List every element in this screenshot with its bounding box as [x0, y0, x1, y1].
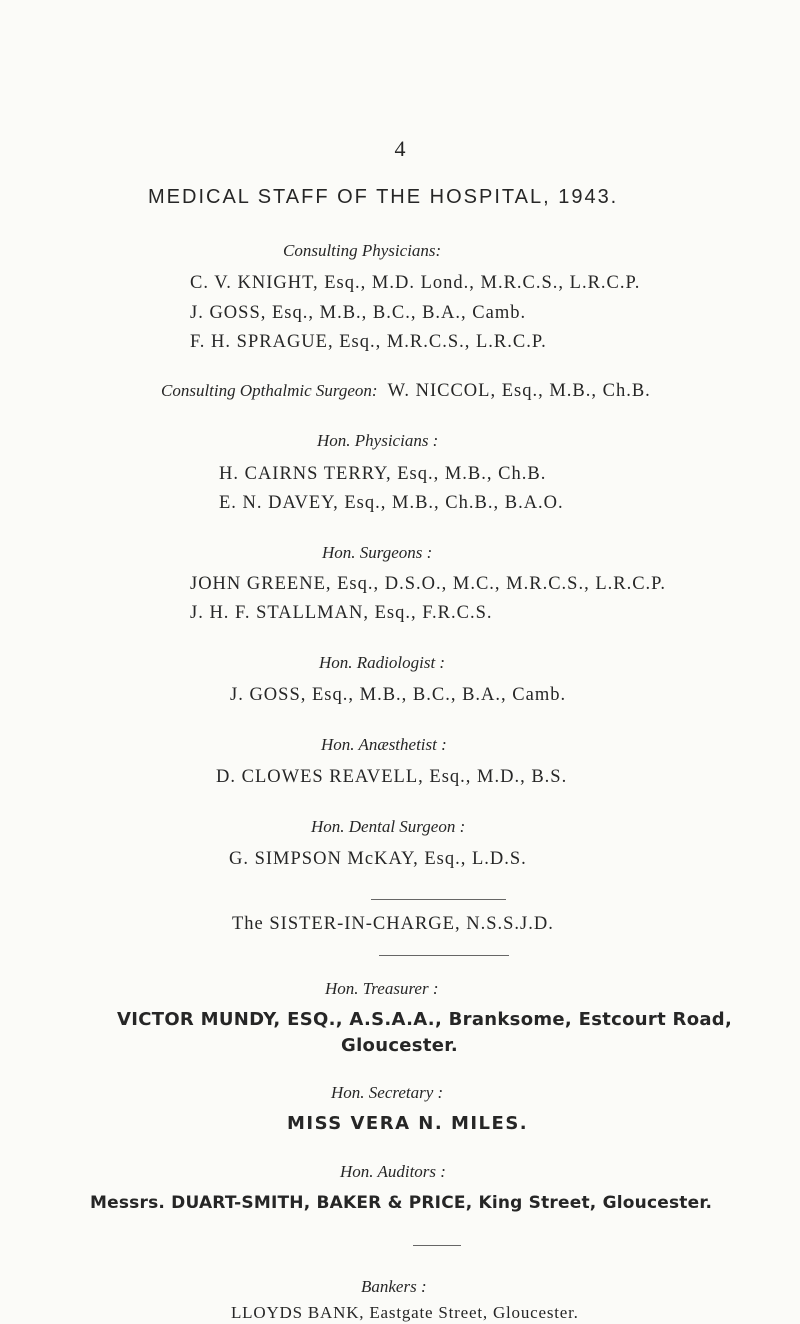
hon-physician-entry: E. N. DAVEY, Esq., M.B., Ch.B., B.A.O.	[219, 493, 564, 513]
consulting-ophthalmic-name: W. NICCOL, Esq., M.B., Ch.B.	[387, 381, 651, 401]
hon-radiologist-name: J. GOSS, Esq., M.B., B.C., B.A., Camb.	[230, 685, 567, 705]
consulting-ophthalmic-row	[161, 381, 651, 402]
hon-dental-surgeon-heading: Hon. Dental Surgeon :	[311, 817, 466, 836]
divider-rule	[413, 1245, 461, 1246]
hon-treasurer-address-line1: VICTOR MUNDY, ESQ., A.S.A.A., Branksome, Estcourt Road,	[117, 1009, 733, 1030]
page-number: 4	[394, 136, 406, 161]
hon-physicians-heading: Hon. Physicians :	[317, 431, 439, 450]
hon-surgeon-entry: JOHN GREENE, Esq., D.S.O., M.C., M.R.C.S., L.R.C.P.	[190, 574, 667, 594]
consulting-physician-entry: J. GOSS, Esq., M.B., B.C., B.A., Camb.	[190, 303, 527, 323]
sister-in-charge: The SISTER-IN-CHARGE, N.S.S.J.D.	[232, 914, 554, 934]
bankers-name: LLOYDS BANK, Eastgate Street, Gloucester.	[231, 1303, 579, 1322]
hon-auditors-heading: Hon. Auditors :	[340, 1162, 446, 1181]
bankers-heading: Bankers :	[361, 1277, 427, 1296]
hon-surgeons-heading: Hon. Surgeons :	[322, 543, 433, 562]
hon-anaesthetist-name: D. CLOWES REAVELL, Esq., M.D., B.S.	[216, 767, 568, 787]
consulting-physician-entry: C. V. KNIGHT, Esq., M.D. Lond., M.R.C.S., L.R.C.P.	[190, 273, 641, 293]
consulting-ophthalmic-heading: Consulting Opthalmic Surgeon:	[161, 381, 378, 400]
divider-rule	[371, 899, 506, 900]
hon-auditors-name: Messrs. DUART-SMITH, BAKER & PRICE, King Street, Gloucester.	[90, 1193, 713, 1213]
hon-anaesthetist-heading: Hon. Anæsthetist :	[321, 735, 447, 754]
hon-treasurer-heading: Hon. Treasurer :	[325, 979, 439, 998]
divider-rule	[379, 955, 509, 956]
hon-dental-surgeon-name: G. SIMPSON McKAY, Esq., L.D.S.	[229, 849, 527, 869]
hon-physician-entry: H. CAIRNS TERRY, Esq., M.B., Ch.B.	[219, 464, 547, 484]
hon-treasurer-address-line2: Gloucester.	[341, 1035, 458, 1056]
hon-secretary-heading: Hon. Secretary :	[331, 1083, 444, 1102]
hon-radiologist-heading: Hon. Radiologist :	[319, 653, 446, 672]
consulting-physician-entry: F. H. SPRAGUE, Esq., M.R.C.S., L.R.C.P.	[190, 332, 547, 352]
hon-surgeon-entry: J. H. F. STALLMAN, Esq., F.R.C.S.	[190, 603, 493, 623]
page-title: MEDICAL STAFF OF THE HOSPITAL, 1943.	[148, 186, 619, 208]
consulting-physicians-heading: Consulting Physicians:	[283, 241, 442, 260]
hon-secretary-name: MISS VERA N. MILES.	[287, 1113, 529, 1134]
